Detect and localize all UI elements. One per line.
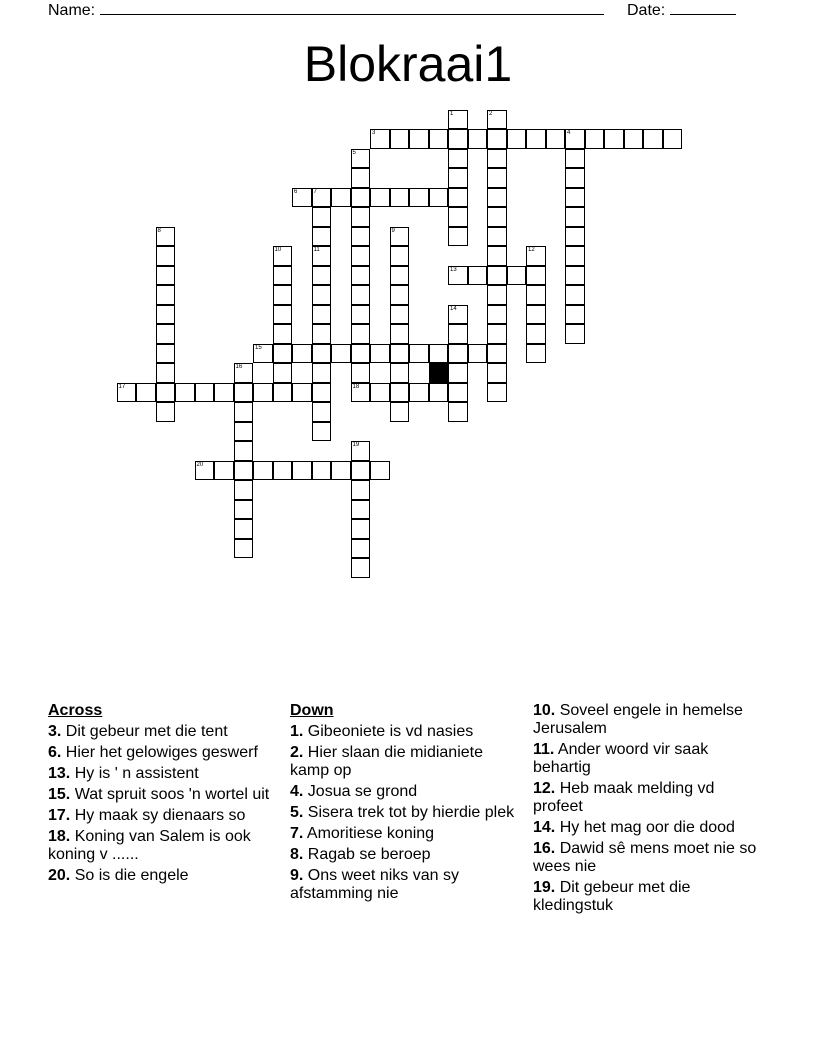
grid-cell[interactable]: [390, 344, 410, 364]
clue-item: [290, 804, 515, 822]
grid-cell[interactable]: [351, 305, 371, 325]
grid-cell[interactable]: [175, 383, 195, 403]
grid-cell[interactable]: [448, 129, 468, 149]
grid-cell[interactable]: [312, 188, 332, 208]
clue-number: 7.: [290, 825, 304, 842]
grid-cell[interactable]: [468, 129, 488, 149]
grid-cell[interactable]: [448, 227, 468, 247]
clue-number: 20.: [48, 867, 71, 884]
grid-cell[interactable]: [565, 285, 585, 305]
grid-cell[interactable]: [312, 285, 332, 305]
clue-text: Sisera trek tot by hierdie plek: [303, 804, 515, 821]
grid-cell[interactable]: [370, 461, 390, 481]
grid-cell[interactable]: [312, 461, 332, 481]
grid-cell[interactable]: [195, 461, 215, 481]
grid-cell[interactable]: [234, 383, 254, 403]
grid-cell[interactable]: [390, 363, 410, 383]
clue-item: [290, 783, 515, 801]
grid-cell[interactable]: [234, 519, 254, 539]
grid-cell[interactable]: [136, 383, 156, 403]
clue-number: 5.: [290, 804, 304, 821]
grid-cell[interactable]: [234, 539, 254, 559]
cell-number: 8: [157, 227, 161, 234]
grid-cell[interactable]: [565, 246, 585, 266]
clue-item: [48, 765, 273, 783]
clue-item: [290, 867, 515, 903]
clue-number: 16.: [533, 840, 556, 857]
grid-cell[interactable]: [234, 461, 254, 481]
grid-cell[interactable]: [565, 129, 585, 149]
grid-cell[interactable]: [156, 285, 176, 305]
down-clues-continued: [533, 702, 758, 918]
grid-cell[interactable]: [273, 363, 293, 383]
grid-cell[interactable]: [487, 383, 507, 403]
grid-cell[interactable]: [312, 383, 332, 403]
clue-number: 10.: [533, 702, 556, 719]
clue-text: Dit gebeur met die kledingstuk: [533, 879, 691, 914]
grid-cell[interactable]: [156, 324, 176, 344]
clue-item: [290, 846, 515, 864]
grid-cell[interactable]: [448, 266, 468, 286]
grid-cell[interactable]: [448, 363, 468, 383]
cell-number: 9: [391, 227, 395, 234]
cell-number: 4: [567, 130, 571, 136]
grid-cell[interactable]: [429, 188, 449, 208]
grid-cell[interactable]: [351, 558, 371, 578]
grid-cell[interactable]: [565, 168, 585, 188]
clue-item: [533, 879, 758, 915]
grid-cell[interactable]: [292, 344, 312, 364]
grid-cell[interactable]: [292, 188, 312, 208]
grid-cell[interactable]: [526, 305, 546, 325]
cell-number: 5: [352, 149, 356, 156]
grid-cell[interactable]: [273, 305, 293, 325]
name-label: Name:: [48, 2, 96, 19]
grid-cell[interactable]: [273, 266, 293, 286]
down-clues: [290, 702, 515, 906]
clue-text: So is die engele: [70, 867, 189, 884]
grid-cell[interactable]: [312, 246, 332, 266]
grid-cell[interactable]: [351, 539, 371, 559]
grid-cell[interactable]: [565, 266, 585, 286]
date-label: Date:: [627, 2, 666, 19]
grid-cell[interactable]: [526, 246, 546, 266]
grid-cell[interactable]: [234, 441, 254, 461]
grid-cell[interactable]: [273, 461, 293, 481]
grid-cell[interactable]: [448, 149, 468, 169]
clue-item: [48, 828, 273, 864]
grid-cell[interactable]: [351, 207, 371, 227]
grid-cell[interactable]: [429, 129, 449, 149]
grid-cell[interactable]: [351, 227, 371, 247]
grid-cell[interactable]: [507, 266, 527, 286]
cell-number: 7: [313, 188, 317, 195]
clue-text: Hy is ' n assistent: [70, 765, 199, 782]
clue-text: Hy maak sy dienaars so: [70, 807, 246, 824]
clue-text: Ander woord vir saak behartig: [533, 741, 709, 776]
grid-cell[interactable]: [643, 129, 663, 149]
grid-cell[interactable]: [351, 441, 371, 461]
grid-cell[interactable]: [565, 207, 585, 227]
grid-cell[interactable]: [604, 129, 624, 149]
grid-cell[interactable]: [546, 129, 566, 149]
grid-cell[interactable]: [448, 188, 468, 208]
clue-text: Gibeoniete is vd nasies: [303, 723, 474, 740]
grid-cell[interactable]: [409, 188, 429, 208]
grid-cell[interactable]: [273, 383, 293, 403]
grid-cell[interactable]: [351, 266, 371, 286]
grid-cell[interactable]: [351, 188, 371, 208]
grid-cell[interactable]: [351, 363, 371, 383]
cell-number: 14: [450, 305, 457, 312]
grid-cell[interactable]: [156, 305, 176, 325]
clue-item: [533, 741, 758, 777]
clue-item: [290, 825, 515, 843]
grid-cell[interactable]: [565, 305, 585, 325]
clue-text: Ons weet niks van sy afstamming nie: [290, 867, 459, 902]
grid-cell[interactable]: [390, 227, 410, 247]
clue-text: Josua se grond: [303, 783, 418, 800]
grid-cell[interactable]: [253, 344, 273, 364]
grid-cell[interactable]: [351, 344, 371, 364]
clue-item: [48, 723, 273, 741]
grid-cell[interactable]: [565, 149, 585, 169]
grid-cell[interactable]: [390, 383, 410, 403]
grid-cell[interactable]: [351, 519, 371, 539]
grid-cell[interactable]: [195, 383, 215, 403]
cell-number: 20: [196, 461, 204, 468]
grid-cell[interactable]: [409, 129, 429, 149]
grid-cell[interactable]: [409, 383, 429, 403]
grid-cell[interactable]: [487, 246, 507, 266]
clue-number: 9.: [290, 867, 304, 884]
grid-cell[interactable]: [565, 324, 585, 344]
grid-cell[interactable]: [390, 305, 410, 325]
across-clues: [48, 702, 273, 888]
clue-text: Hier slaan die midianiete kamp op: [290, 744, 483, 779]
grid-cell[interactable]: [448, 110, 468, 130]
clue-number: 15.: [48, 786, 71, 803]
grid-cell[interactable]: [214, 461, 234, 481]
grid-cell[interactable]: [312, 363, 332, 383]
grid-cell[interactable]: [156, 383, 176, 403]
grid-cell[interactable]: [468, 266, 488, 286]
clue-number: 4.: [290, 783, 304, 800]
grid-cell[interactable]: [507, 129, 527, 149]
grid-cell[interactable]: [487, 207, 507, 227]
grid-cell[interactable]: [351, 461, 371, 481]
cell-number: 6: [294, 188, 298, 195]
grid-cell[interactable]: [312, 422, 332, 442]
grid-cell[interactable]: [487, 188, 507, 208]
grid-cell[interactable]: [312, 344, 332, 364]
grid-cell[interactable]: [370, 129, 390, 149]
grid-cell[interactable]: [565, 188, 585, 208]
grid-cell[interactable]: [156, 344, 176, 364]
grid-cell[interactable]: [409, 344, 429, 364]
grid-cell[interactable]: [312, 266, 332, 286]
grid-cell[interactable]: [487, 285, 507, 305]
clue-text: Wat spruit soos 'n wortel uit: [70, 786, 270, 803]
clue-number: 8.: [290, 846, 304, 863]
grid-cell[interactable]: [390, 324, 410, 344]
across-heading: Across: [48, 702, 103, 719]
clue-item: [48, 867, 273, 885]
grid-cell[interactable]: [312, 305, 332, 325]
cell-number: 10: [274, 247, 282, 253]
grid-cell[interactable]: [351, 285, 371, 305]
grid-cell[interactable]: [234, 422, 254, 442]
grid-cell[interactable]: [390, 285, 410, 305]
grid-cell[interactable]: [273, 246, 293, 266]
grid-cell[interactable]: [448, 402, 468, 422]
clue-number: 13.: [48, 765, 71, 782]
cell-number: 19: [352, 442, 360, 448]
grid-cell[interactable]: [487, 149, 507, 169]
grid-cell[interactable]: [156, 246, 176, 266]
grid-cell[interactable]: [663, 129, 683, 149]
cell-number: 13: [450, 266, 457, 273]
grid-cell[interactable]: [526, 129, 546, 149]
clue-item: [290, 723, 515, 741]
grid-cell[interactable]: [487, 305, 507, 325]
clue-number: 12.: [533, 780, 556, 797]
clue-item: [290, 744, 515, 780]
grid-cell[interactable]: [156, 266, 176, 286]
grid-cell[interactable]: [234, 363, 254, 383]
clue-number: 19.: [533, 879, 556, 896]
clue-text: Dit gebeur met die tent: [61, 723, 228, 740]
grid-cell[interactable]: [487, 110, 507, 130]
grid-cell[interactable]: [526, 266, 546, 286]
grid-cell[interactable]: [487, 324, 507, 344]
grid-cell[interactable]: [448, 383, 468, 403]
grid-cell[interactable]: [351, 383, 371, 403]
clue-text: Heb maak melding vd profeet: [533, 780, 715, 815]
clue-number: 2.: [290, 744, 304, 761]
clue-text: Hier het gelowiges geswerf: [61, 744, 258, 761]
grid-cell[interactable]: [468, 344, 488, 364]
grid-cell[interactable]: [526, 285, 546, 305]
cell-number: 12: [528, 247, 535, 253]
grid-cell[interactable]: [331, 461, 351, 481]
grid-cell[interactable]: [234, 500, 254, 520]
grid-cell[interactable]: [448, 168, 468, 188]
grid-cell[interactable]: [351, 480, 371, 500]
clue-number: 11.: [533, 741, 555, 758]
grid-cell[interactable]: [234, 480, 254, 500]
clue-item: [533, 819, 758, 837]
grid-cell[interactable]: [312, 402, 332, 422]
clue-item: [533, 780, 758, 816]
grid-block: [429, 363, 449, 383]
grid-cell[interactable]: [390, 188, 410, 208]
clue-item: [533, 702, 758, 738]
grid-cell[interactable]: [448, 207, 468, 227]
clue-text: Koning van Salem is ook koning v ......: [48, 828, 251, 863]
grid-cell[interactable]: [117, 383, 137, 403]
grid-cell[interactable]: [487, 344, 507, 364]
cell-number: 16: [235, 364, 243, 370]
grid-cell[interactable]: [351, 500, 371, 520]
grid-cell[interactable]: [565, 227, 585, 247]
clue-text: Soveel engele in hemelse Jerusalem: [533, 702, 743, 737]
grid-cell[interactable]: [624, 129, 644, 149]
clue-text: Dawid sê mens moet nie so wees nie: [533, 840, 757, 875]
grid-cell[interactable]: [234, 402, 254, 422]
grid-cell[interactable]: [331, 344, 351, 364]
grid-cell[interactable]: [253, 461, 273, 481]
cell-number: 2: [489, 110, 493, 117]
grid-cell[interactable]: [292, 461, 312, 481]
grid-cell[interactable]: [429, 383, 449, 403]
clue-item: [48, 807, 273, 825]
clue-number: 14.: [533, 819, 556, 836]
grid-cell[interactable]: [312, 207, 332, 227]
grid-cell[interactable]: [273, 324, 293, 344]
grid-cell[interactable]: [214, 383, 234, 403]
grid-cell[interactable]: [351, 246, 371, 266]
grid-cell[interactable]: [448, 344, 468, 364]
grid-cell[interactable]: [370, 188, 390, 208]
grid-cell[interactable]: [429, 344, 449, 364]
clue-number: 3.: [48, 723, 62, 740]
grid-cell[interactable]: [390, 129, 410, 149]
clue-text: Ragab se beroep: [303, 846, 431, 863]
cell-number: 17: [118, 383, 126, 390]
grid-cell[interactable]: [253, 383, 273, 403]
grid-cell[interactable]: [487, 227, 507, 247]
grid-cell[interactable]: [448, 324, 468, 344]
clue-number: 6.: [48, 744, 62, 761]
grid-cell[interactable]: [273, 285, 293, 305]
grid-cell[interactable]: [390, 266, 410, 286]
grid-cell[interactable]: [156, 363, 176, 383]
grid-cell[interactable]: [526, 344, 546, 364]
cell-number: 3: [372, 130, 376, 136]
grid-cell[interactable]: [351, 149, 371, 169]
clue-number: 17.: [48, 807, 71, 824]
clue-number: 1.: [290, 723, 304, 740]
clue-item: [533, 840, 758, 876]
clue-text: Hy het mag oor die dood: [555, 819, 735, 836]
clue-item: [48, 786, 273, 804]
grid-cell[interactable]: [390, 402, 410, 422]
clue-item: [48, 744, 273, 762]
grid-cell[interactable]: [487, 363, 507, 383]
grid-cell[interactable]: [448, 305, 468, 325]
clue-number: 18.: [48, 828, 71, 845]
grid-cell[interactable]: [390, 246, 410, 266]
grid-cell[interactable]: [331, 188, 351, 208]
grid-cell[interactable]: [487, 266, 507, 286]
grid-cell[interactable]: [292, 383, 312, 403]
clue-text: Amoritiese koning: [303, 825, 435, 842]
grid-cell[interactable]: [312, 227, 332, 247]
grid-cell[interactable]: [351, 324, 371, 344]
puzzle-title: Blokraai1: [303, 36, 513, 92]
grid-cell[interactable]: [487, 168, 507, 188]
cell-number: 18: [352, 383, 360, 390]
grid-cell[interactable]: [351, 168, 371, 188]
cell-number: 1: [450, 110, 454, 117]
cell-number: 11: [313, 247, 320, 253]
down-heading: Down: [290, 702, 334, 719]
grid-cell[interactable]: [156, 227, 176, 247]
grid-cell[interactable]: [312, 324, 332, 344]
grid-cell[interactable]: [585, 129, 605, 149]
grid-cell[interactable]: [370, 383, 390, 403]
grid-cell[interactable]: [273, 344, 293, 364]
grid-cell[interactable]: [487, 129, 507, 149]
grid-cell[interactable]: [370, 344, 390, 364]
cell-number: 15: [255, 344, 262, 351]
grid-cell[interactable]: [526, 324, 546, 344]
grid-cell[interactable]: [156, 402, 176, 422]
